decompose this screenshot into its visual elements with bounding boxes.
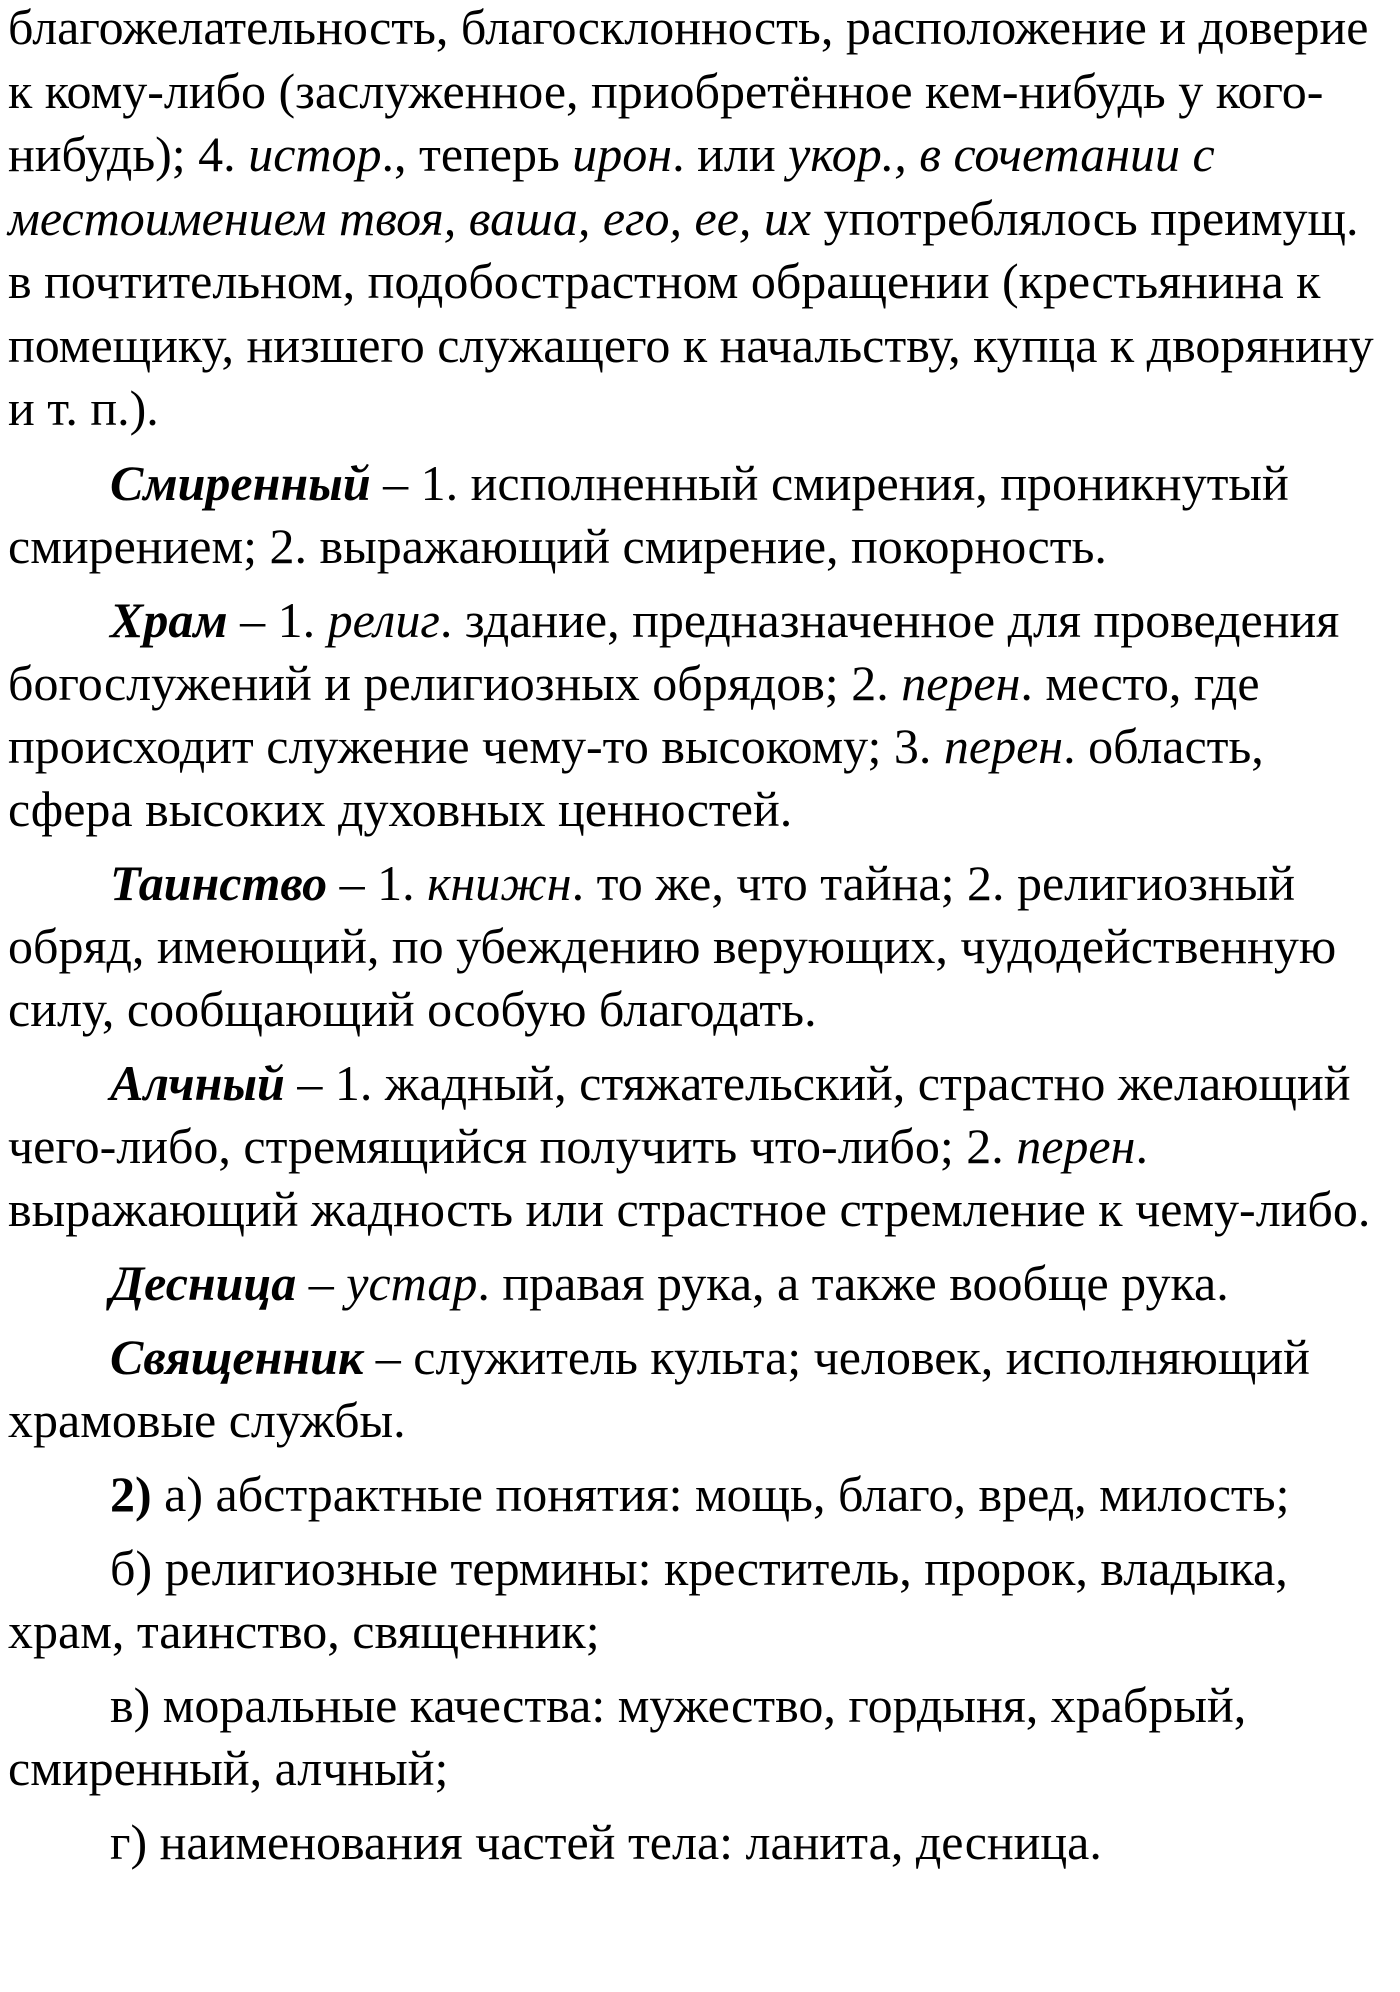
dictionary-entry-alchny (8, 1052, 1392, 1241)
text-segment: употреблялось преимущ. в почтительном, подобострастном обращении (крестьянина к помещику, низшего служащего к начальству, купца к дворянину и т. п.). (8, 189, 1374, 436)
answer-number: 2) (110, 1465, 152, 1522)
dictionary-entry-smirenny (8, 452, 1392, 578)
entry-definition: . область, сфера высоких духовных ценностей. (8, 717, 1264, 837)
answer-text: а) абстрактные понятия: мощь, благо, вред, милость; (151, 1465, 1290, 1522)
dictionary-entry-tainstvo (8, 852, 1392, 1041)
usage-label: истор (248, 126, 382, 182)
entry-definition: . то же, что тайна; 2. религиозный обряд, имеющий, по убеждению верующих, чудодейственную силу, сообщающий особую благодать. (8, 854, 1337, 1037)
answer-2-item-a (8, 1463, 1392, 1526)
answer-text: б) религиозные термины: креститель, пророк, владыка, храм, таинство, священник; (8, 1539, 1288, 1659)
usage-label: перен (943, 717, 1064, 774)
entry-definition: – 1. жадный, стяжательский, страстно желающий чего-либо, стремящийся получить что-либо; 2. (8, 1054, 1351, 1174)
answer-text: г) наименования частей тела: ланита, десница. (110, 1813, 1102, 1870)
usage-label: перен (1016, 1117, 1136, 1174)
entry-term: Смиренный (110, 454, 371, 511)
entry-term: Священник (110, 1328, 364, 1385)
text-segment: благожелательность, благосклонность, расположение и доверие к кому-либо (заслуженное, приобретённое кем-нибудь у кого-нибудь); 4. (8, 0, 1369, 182)
entry-term: Десница (110, 1254, 297, 1311)
entry-term: Храм (110, 591, 228, 648)
document-page (8, 0, 1392, 1874)
entry-definition: . место, где происходит служение чему-то высокому; 3. (8, 654, 1260, 774)
usage-label: укор., в сочетании с местоимением твоя, ваша, его, ее, их (8, 126, 1215, 246)
text-segment: ., теперь (381, 126, 573, 182)
paragraph-continuation (8, 0, 1392, 441)
usage-label: религ (327, 591, 440, 648)
answer-2-item-g (8, 1811, 1392, 1874)
entry-definition: – 1. исполненный смирения, проникнутый смирением; 2. выражающий смирение, покорность. (8, 454, 1289, 574)
entry-definition: – 1. (327, 854, 428, 911)
dictionary-entry-svyashchennik (8, 1326, 1392, 1452)
usage-label: – устар (296, 1254, 478, 1311)
entry-definition: – 1. (227, 591, 328, 648)
entry-definition: . здание, предназначенное для проведения богослужений и религиозных обрядов; 2. (8, 591, 1340, 711)
dictionary-entry-khram (8, 589, 1392, 841)
text-segment: . или (672, 126, 789, 182)
answer-text: в) моральные качества: мужество, гордыня, храбрый, смиренный, алчный; (8, 1676, 1247, 1796)
answer-2-item-v (8, 1674, 1392, 1800)
entry-term: Таинство (110, 854, 328, 911)
dictionary-entry-desnitsa (8, 1252, 1392, 1315)
entry-definition: . правая рука, а также вообще рука. (477, 1254, 1229, 1311)
usage-label: книжн (427, 854, 572, 911)
usage-label: перен (901, 654, 1021, 711)
answer-2-item-b (8, 1537, 1392, 1663)
entry-definition: – служитель культа; человек, исполняющий храмовые службы. (8, 1328, 1310, 1448)
usage-label: ирон (572, 126, 673, 182)
entry-term: Алчный (110, 1054, 285, 1111)
entry-definition: . выражающий жадность или страстное стремление к чему-либо. (8, 1117, 1371, 1237)
